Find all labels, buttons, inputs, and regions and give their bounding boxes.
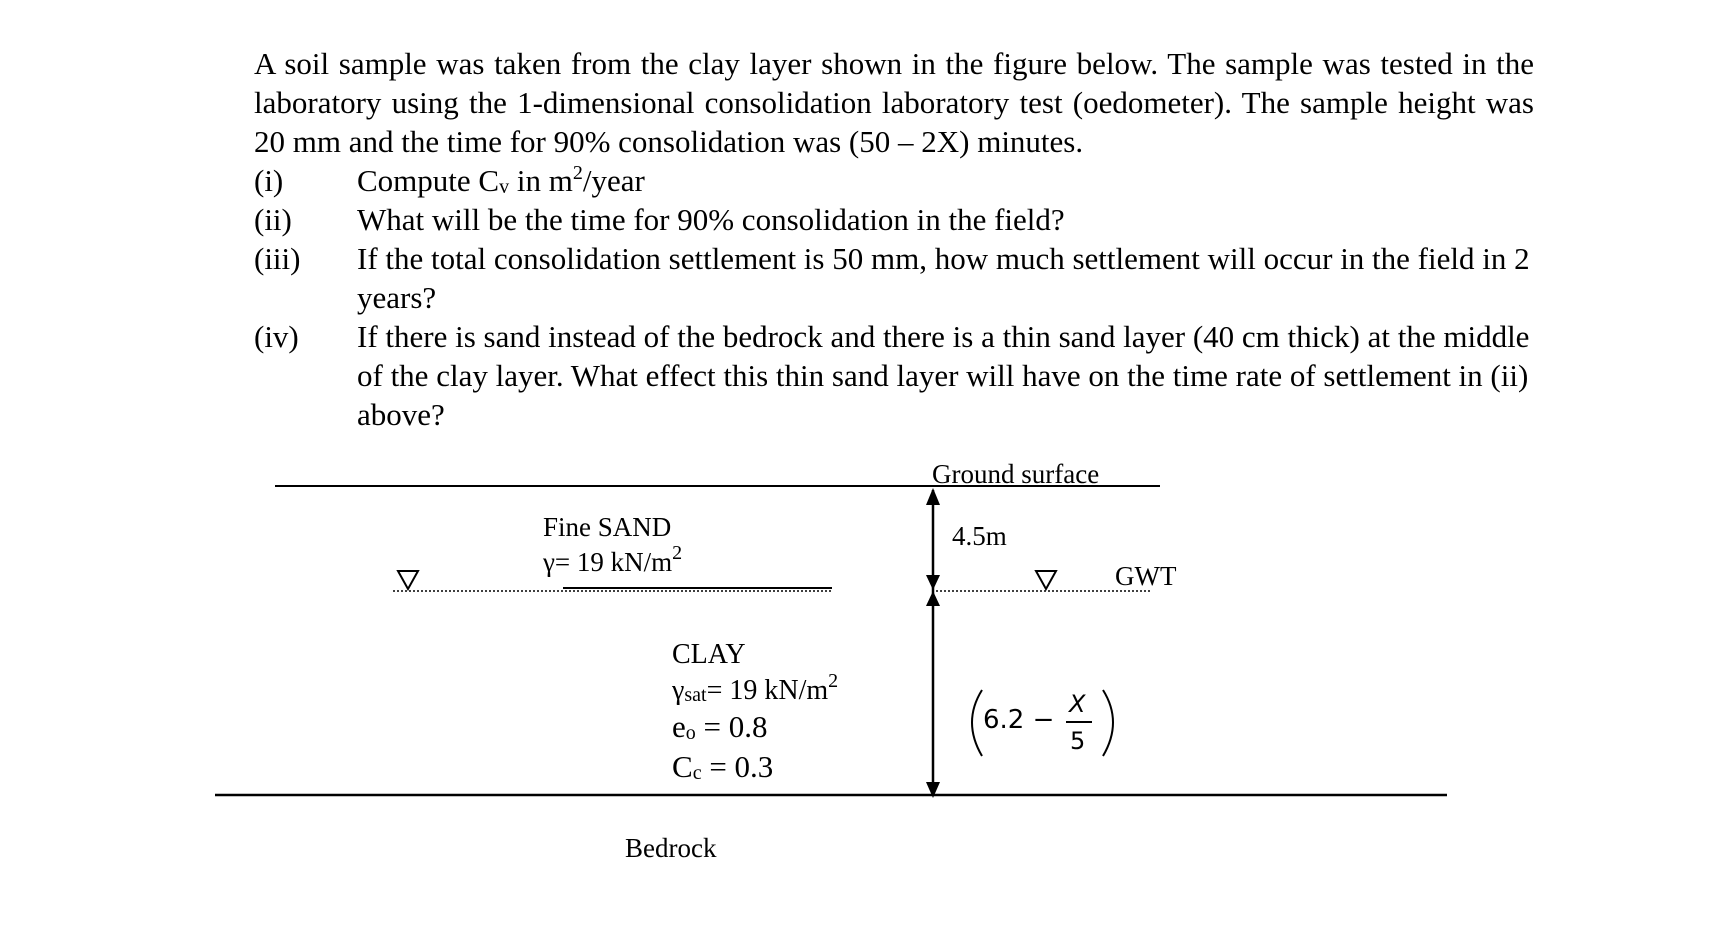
- clay-thickness-constant: 6.2 −: [983, 705, 1055, 735]
- ground-surface-label: Ground surface: [932, 459, 1100, 489]
- question-text: What will be the time for 90% consolidation in the field?: [357, 202, 1065, 237]
- question-number: (ii): [254, 202, 292, 237]
- clay-unit-weight-label: $\gamma_{sat}= 19$ $kN/m^2$: [672, 670, 839, 706]
- bedrock-label: Bedrock: [625, 833, 717, 863]
- thickness-close-paren: [1103, 690, 1113, 756]
- question-number: (iii): [254, 241, 301, 276]
- question-number: (iv): [254, 319, 299, 354]
- clay-thickness-denominator: 5: [1070, 727, 1086, 755]
- sand-depth-label: 4.5m: [952, 521, 1007, 551]
- clay-name-label: CLAY: [672, 639, 746, 670]
- dimension-arrow-middle-down: [926, 575, 940, 590]
- question-number: (i): [254, 163, 284, 198]
- question-text: Compute $C_v$ in $m^2$/year: [357, 162, 645, 198]
- question-text: If there is sand instead of the bedrock and there is a thin sand layer (40 cm thick) at the middle of the clay layer. What effect this thin sand layer will have on the time rate of settlement in (ii) above?: [357, 319, 1530, 432]
- water-table-marker-right: [1036, 571, 1056, 589]
- problem-intro: A soil sample was taken from the clay layer shown in the figure below. The sample was tested in the laboratory using the 1-dimensional consolidation laboratory test (oedometer). The sample height was 20 mm and the time for 90% consolidation was (50 – 2X) minutes.: [254, 46, 1534, 159]
- clay-compression-index-label: $C_c = 0.3$: [672, 749, 774, 784]
- clay-void-ratio-label: $e_o = 0.8$: [672, 709, 768, 744]
- sand-unit-weight-label: γ= 19 $kN/m^2$: [543, 542, 683, 577]
- sand-name-label: Fine SAND: [543, 512, 672, 542]
- gwt-label: GWT: [1115, 561, 1177, 591]
- dimension-arrow-middle-up: [926, 591, 940, 606]
- dimension-arrow-top: [926, 488, 940, 505]
- water-table-marker-left: [398, 571, 418, 589]
- question-text: If the total consolidation settlement is 50 mm, how much settlement will occur in the field in 2 years?: [357, 241, 1530, 315]
- thickness-open-paren: [972, 690, 982, 756]
- clay-thickness-numerator: X: [1069, 690, 1086, 718]
